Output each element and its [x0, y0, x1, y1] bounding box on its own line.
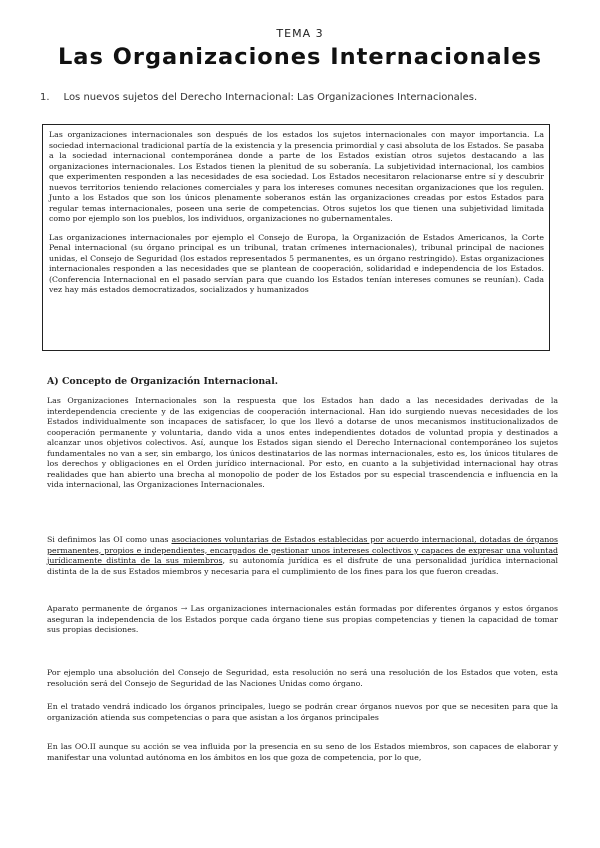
example-paragraph: [47, 668, 558, 689]
definition-underlined: asociaciones voluntarias de Estados establecidas por acuerdo internacional, dotadas de órganos permanentes, propios e independientes, encargados de gestionar unos intereses colectivos y capaces de expresar una voluntad jurídicamente distinta de la sus miembros: [47, 535, 558, 565]
intro-box: [42, 124, 550, 351]
concept-paragraph-1-text: Las Organizaciones Internacionales son la respuesta que los Estados han dado a las necesidades derivadas de la interdependencia creciente y de las exigencias de cooperación internacional. Han ido surgiendo nuevas necesidades de los Estados individualmente son incapaces de satisfacer, lo que los llevó a dotarse de unos mecanismos institucionalizados de cooperación permanente y voluntaria, dando vida a unos entes independientes dotados de voluntad propia y destinados a alcanzar unos objetivos colectivos. Así, aunque los Estados sigan siendo el Derecho Internacional contemporáneo los sujetos fundamentales no van a ser, sin embargo, los únicos destinatarios de las normas internacionales, esto es, los únicos titulares de los derechos y obligaciones en el Orden jurídico internacional. Por esto, en cuanto a la subjetividad internacional hay otras realidades que han abierto una brecha al monopolio de poder de los Estados por su especial trascendencia e influencia en la vida internacional, las Organizaciones Internacionales.: [47, 396, 558, 489]
intro-paragraph-2: Las organizaciones internacionales por ejemplo el Consejo de Europa, la Organización de Estados Americanos, la Corte Penal internacional (su órgano principal es un tribunal, tratan crímenes internacionales), tribunal principal de naciones unidas, el Consejo de Seguridad (los estados representados 5 permanentes, es un órgano restringido). Estas organizaciones internacionales responden a las necesidades que se plantean de cooperación, solidaridad e independencia de los Estados. (Conferencia Internacional en el pasado servían para que cuando los Estados tenían intereses comunes se reunían). Cada vez hay más estados democratizados, socializados y humanizados: [49, 232, 544, 294]
page-title: Las Organizaciones Internacionales: [57, 44, 543, 70]
definition-paragraph: [47, 535, 558, 577]
autonomy-paragraph: [47, 742, 558, 763]
organs-paragraph-text: Aparato permanente de órganos → Las organizaciones internacionales están formadas por diferentes órganos y estos órganos aseguran la independencia de los Estados porque cada órgano tiene sus propias competencias y tienen la capacidad de tomar sus propias decisiones.: [47, 604, 558, 634]
section-title: Los nuevos sujetos del Derecho Internacional: Las Organizaciones Internacionales.: [63, 92, 478, 103]
concept-paragraph-1: [47, 396, 558, 491]
intro-paragraph-1: Las organizaciones internacionales son después de los estados los sujetos internacionales con mayor importancia. La sociedad internacional tradicional partía de la existencia y la presencia primordial y casi absoluta de los Estados. Se pasaba a la sociedad internacional contemporánea donde a parte de los Estados existían otros sujetos destacando a las organizaciones internacionales. Los Estados tienen la plenitud de su soberanía. La subjetividad internacional, los cambios que experimenten responden a las necesidades de esa sociedad. Los Estados necesitaron relacionarse entre sí y descubrir nuevos territorios teniendo relaciones comerciales y para los intereses comunes necesitan organizaciones que los regulen. Junto a los Estados que son los únicos plenamente soberanos están las organizaciones creadas por estos Estados para regular temas internacionales, poseen una serie de competencias. Otros sujetos los que tienen una subjetividad limitada como por ejemplo son los pueblos, los individuos, organizaciones no gubernamentales.: [49, 130, 544, 223]
subsection-heading-a: A) Concepto de Organización Internacional.: [47, 376, 279, 387]
definition-intro: Si definimos las OI como unas: [47, 535, 172, 544]
section-heading-1: [40, 92, 580, 103]
section-number: 1.: [40, 92, 50, 103]
topic-label: TEMA 3: [276, 27, 324, 40]
autonomy-paragraph-text: En las OO.II aunque su acción se vea influida por la presencia en su seno de los Estados miembros, son capaces de elaborar y manifestar una voluntad autónoma en los ámbitos en los que goza de competencia, por lo que,: [47, 742, 558, 762]
organs-paragraph: [47, 604, 558, 636]
treaty-paragraph-text: En el tratado vendrá indicado los órganos principales, luego se podrán crear órganos nuevos por que se necesiten para que la organización atienda sus competencias o para que asistan a los órganos principales: [47, 702, 558, 722]
treaty-paragraph: [47, 702, 558, 723]
example-paragraph-text: Por ejemplo una absolución del Consejo de Seguridad, esta resolución no será una resolución de los Estados que voten, esta resolución será del Consejo de Seguridad de las Naciones Unidas como órgano.: [47, 668, 558, 688]
definition-rest: , su autonomía jurídica es el disfrute de una personalidad jurídica internacional distinta de la de sus Estados miembros y necesaria para el cumplimiento de los fines para los que fueron creadas.: [47, 556, 558, 576]
